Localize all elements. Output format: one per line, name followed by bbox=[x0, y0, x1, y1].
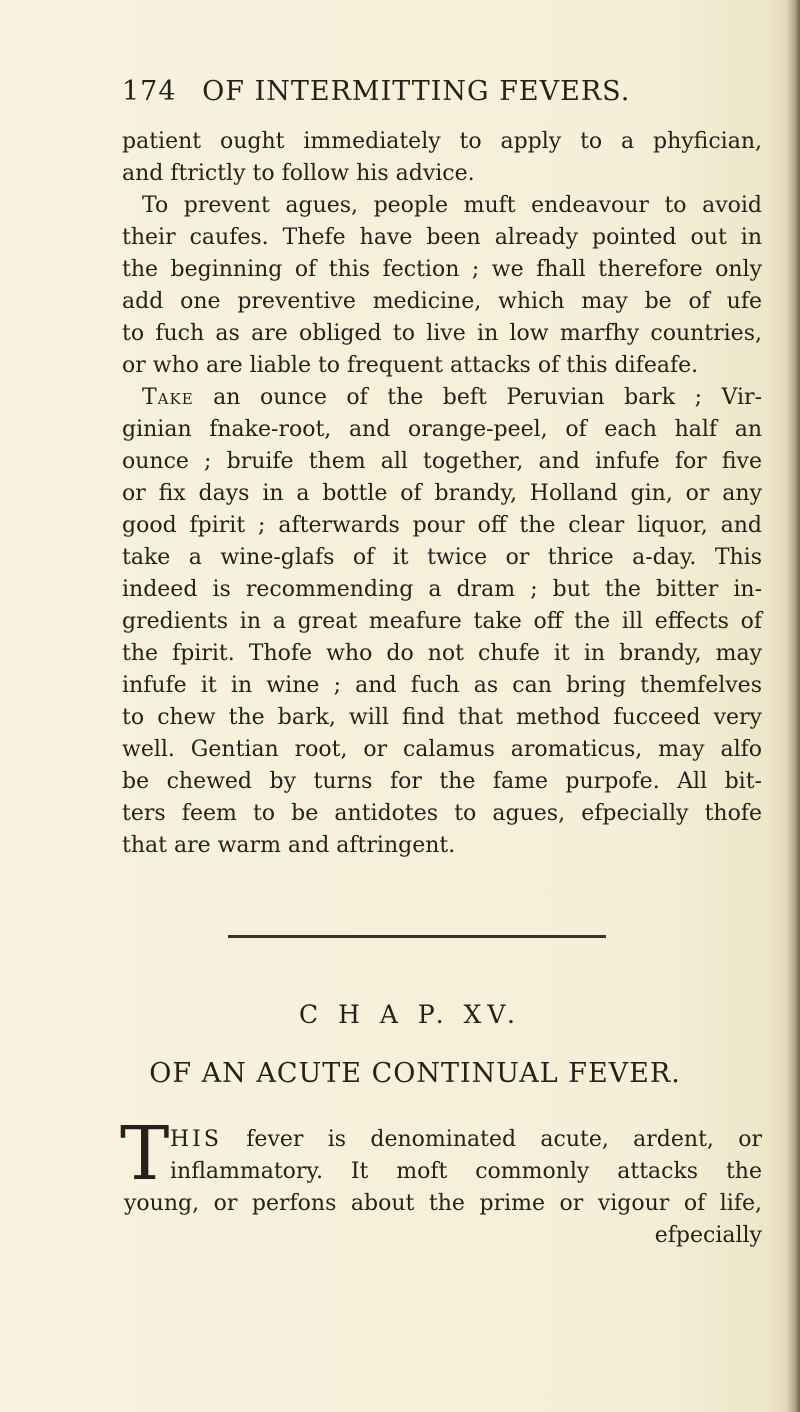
text-line: inflammatory. It moft commonly attacks the bbox=[170, 1159, 762, 1184]
text-line: their caufes. Thefe have been already pointed out in bbox=[122, 225, 762, 250]
section-rule bbox=[228, 935, 606, 938]
text-line: well. Gentian root, or calamus aromaticus, may alfo bbox=[122, 737, 762, 762]
page-edge-shadow bbox=[786, 0, 800, 1412]
text-line: and ftrictly to follow his advice. bbox=[122, 161, 475, 186]
text-line: ters feem to be antidotes to agues, efpecially thofe bbox=[122, 801, 762, 826]
body-text bbox=[122, 126, 762, 862]
text-line-rest: fever is denominated acute, ardent, or bbox=[221, 1127, 762, 1152]
page-number: 174 bbox=[122, 76, 177, 107]
text-line: young, or perfons about the prime or vigour of life, bbox=[124, 1191, 762, 1216]
running-header bbox=[122, 76, 682, 107]
text-line: ounce ; bruife them all together, and infufe for five bbox=[122, 449, 762, 474]
text-line: To prevent agues, people muft endeavour to avoid bbox=[142, 193, 762, 218]
text-line: ginian fnake-root, and orange-peel, of each half an bbox=[122, 417, 762, 442]
text-line: be chewed by turns for the fame purpofe. All bit- bbox=[122, 769, 762, 794]
text-line bbox=[124, 1124, 762, 1156]
text-line-rest: an ounce of the beft Peruvian bark ; Vir- bbox=[213, 385, 763, 410]
text-line: the fpirit. Thofe who do not chufe it in brandy, may bbox=[122, 641, 762, 666]
text-line: add one preventive medicine, which may be of ufe bbox=[122, 289, 762, 314]
text-line: patient ought immediately to apply to a phyfician, bbox=[122, 129, 762, 154]
catchword: efpecially bbox=[654, 1223, 762, 1248]
take-word: Take bbox=[142, 385, 194, 410]
text-line: to fuch as are obliged to live in low marfhy countries, bbox=[122, 321, 762, 346]
text-line: or who are liable to frequent attacks of this difeafe. bbox=[122, 353, 699, 378]
caps-start: HIS bbox=[170, 1127, 222, 1152]
text-line: infufe it in wine ; and fuch as can bring themfelves bbox=[122, 673, 762, 698]
text-line: good fpirit ; afterwards pour off the clear liquor, and bbox=[122, 513, 762, 538]
text-line: indeed is recommending a dram ; but the bitter in- bbox=[122, 577, 762, 602]
text-line: that are warm and aftringent. bbox=[122, 833, 456, 858]
running-title: OF INTERMITTING FEVERS. bbox=[202, 76, 631, 107]
chapter-first-paragraph bbox=[124, 1124, 762, 1252]
chapter-label: C H A P. XV. bbox=[299, 1000, 521, 1029]
text-line: take a wine-glafs of it twice or thrice a-day. This bbox=[122, 545, 762, 570]
chapter-title: OF AN ACUTE CONTINUAL FEVER. bbox=[149, 1058, 681, 1089]
text-line: to chew the bark, will find that method fucceed very bbox=[122, 705, 762, 730]
drop-cap: T bbox=[120, 1111, 170, 1197]
text-line bbox=[122, 382, 762, 414]
text-line: or fix days in a bottle of brandy, Holland gin, or any bbox=[122, 481, 762, 506]
text-line: gredients in a great meafure take off the ill effects of bbox=[122, 609, 762, 634]
text-line: the beginning of this fection ; we fhall therefore only bbox=[122, 257, 762, 282]
